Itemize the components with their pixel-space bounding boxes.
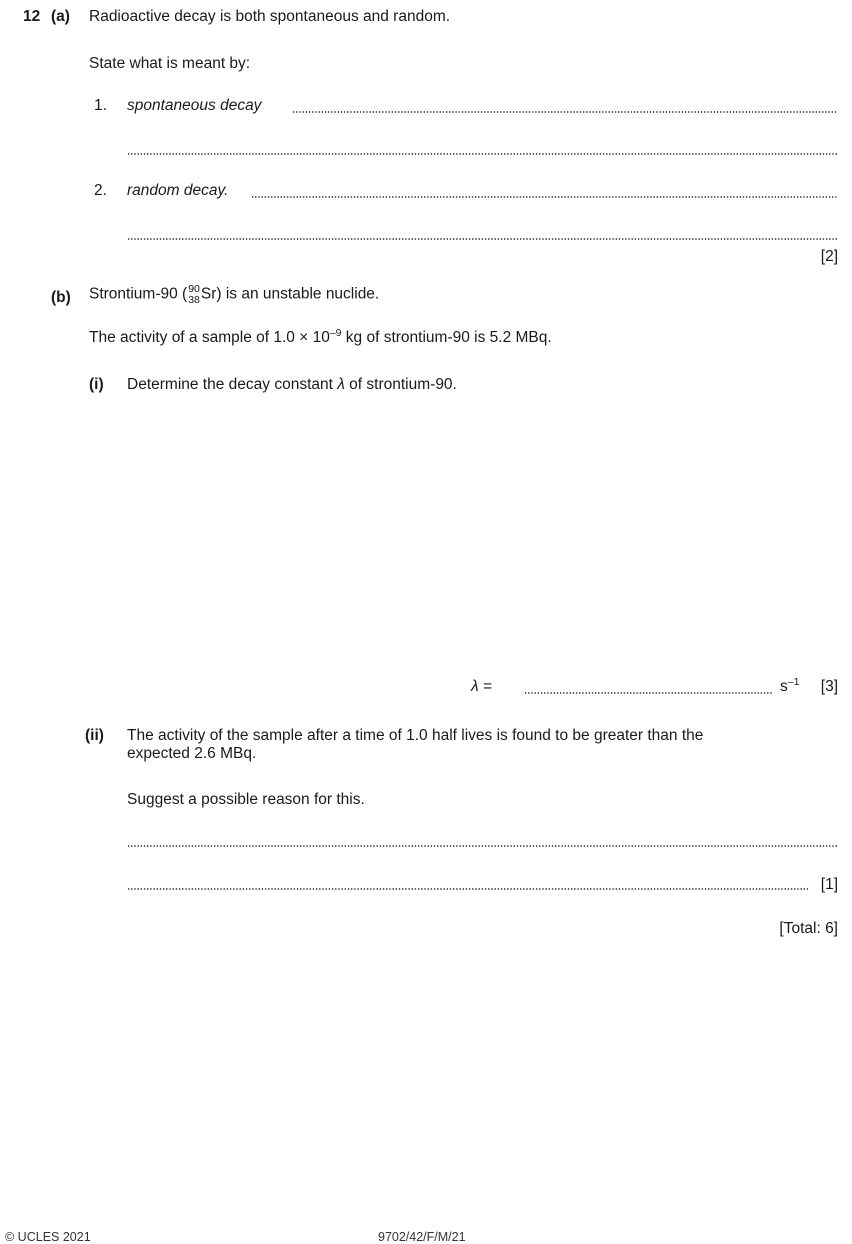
item-1-term: spontaneous decay: [127, 97, 262, 114]
part-a-stem: Radioactive decay is both spontaneous and random.: [89, 8, 451, 25]
sub-ii-prompt: Suggest a possible reason for this.: [127, 791, 365, 808]
lambda-answer-line[interactable]: [524, 692, 773, 694]
sub-i-marks: [3]: [820, 678, 838, 695]
answer-line-1a[interactable]: [292, 111, 838, 113]
sub-i-text: Determine the decay constant λ of strontium-90.: [127, 376, 457, 393]
lambda-answer-label: λ =: [471, 678, 492, 695]
total-marks: [Total: 6]: [779, 920, 838, 937]
answer-line-ii-b[interactable]: [127, 888, 808, 890]
part-b-activity: The activity of a sample of $1.0 \times 10^{-9}$ kg of strontium-90 is 5.2 MBq.: [89, 327, 552, 346]
item-2-term: random decay.: [127, 182, 229, 199]
nuclide-notation: 90 38: [188, 283, 200, 306]
part-a-marks: [2]: [820, 248, 838, 265]
sub-ii-line-1: The activity of the sample after a time of 1.0 half lives is found to be greater than the: [127, 727, 704, 744]
answer-line-2a[interactable]: [251, 196, 838, 198]
part-a-label: (a): [51, 8, 70, 25]
item-2-number: 2.: [94, 182, 107, 199]
lambda-unit: $s^{-1}$: [780, 676, 800, 695]
part-b-stem: Strontium-90 ( 90 38 Sr) is an unstable nuclide.: [89, 283, 380, 306]
footer-copyright: © UCLES 2021: [5, 1230, 91, 1244]
item-1-number: 1.: [94, 97, 107, 114]
answer-line-1b[interactable]: [127, 153, 838, 155]
part-a-instruction: State what is meant by:: [89, 55, 251, 72]
sub-ii-marks: [1]: [820, 876, 838, 893]
answer-line-ii-a[interactable]: [127, 845, 838, 847]
answer-line-2b[interactable]: [127, 238, 838, 240]
footer-code: 9702/42/F/M/21: [378, 1230, 466, 1244]
question-number: 12: [23, 8, 41, 25]
part-b-label: (b): [51, 289, 71, 306]
sub-i-label: (i): [89, 376, 104, 393]
sub-ii-label: (ii): [85, 727, 104, 744]
sub-ii-line-2: expected 2.6 MBq.: [127, 745, 257, 762]
